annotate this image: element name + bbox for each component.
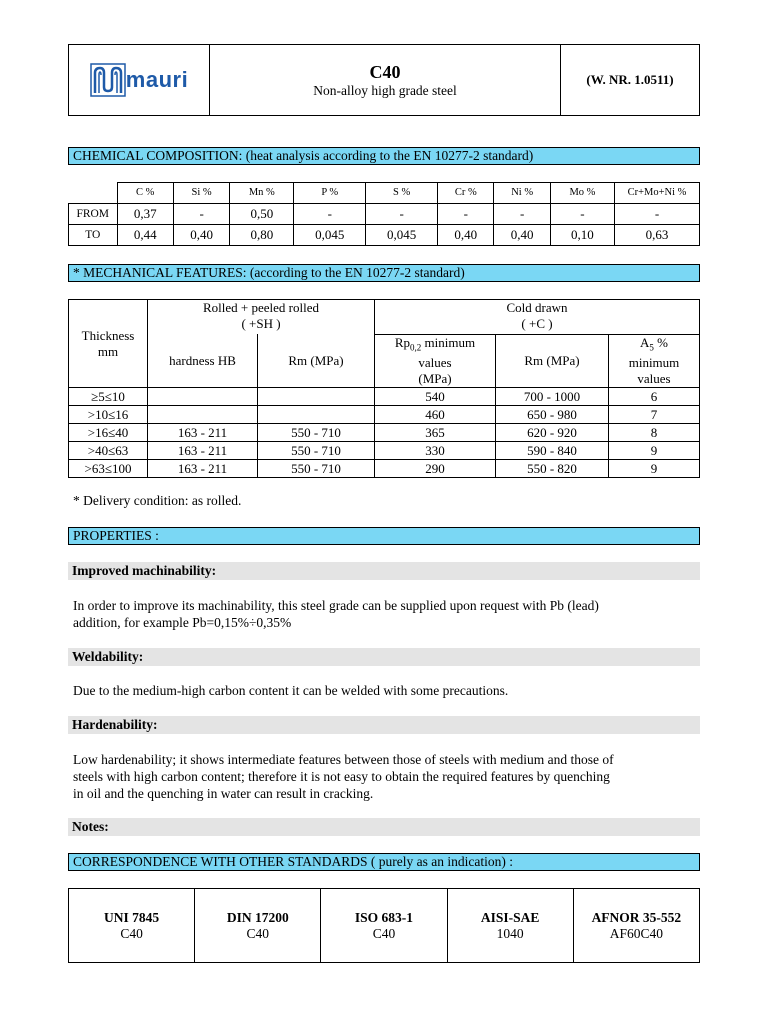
standard-cell bbox=[573, 889, 699, 963]
chem-cell: 0,80 bbox=[230, 224, 294, 245]
standard-name: UNI 7845 bbox=[104, 909, 160, 925]
chem-cell: 0,37 bbox=[117, 203, 173, 224]
rm-cold-cell: 620 - 920 bbox=[496, 424, 609, 442]
rp-cell: 460 bbox=[375, 406, 496, 424]
standard-cell bbox=[447, 889, 573, 963]
rp-cell: 365 bbox=[375, 424, 496, 442]
rp-cell: 540 bbox=[375, 388, 496, 406]
chem-col-header: Si % bbox=[173, 183, 229, 204]
chem-corner bbox=[69, 183, 118, 204]
standard-grade: C40 bbox=[120, 925, 143, 941]
hardenability-title: Hardenability: bbox=[68, 716, 700, 734]
table-row bbox=[69, 460, 700, 478]
machinability-line: addition, for example Pb=0,15%÷0,35% bbox=[73, 615, 292, 630]
rp-symbol: Rp bbox=[394, 334, 411, 350]
rp-header-line2: values bbox=[418, 355, 452, 371]
hb-cell: 163 - 211 bbox=[148, 460, 258, 478]
hardenability-line: in oil and the quenching in water can result in cracking. bbox=[73, 786, 374, 801]
logo-cell bbox=[69, 45, 210, 116]
standard-grade: AF60C40 bbox=[609, 925, 663, 941]
a5-cell: 8 bbox=[609, 424, 700, 442]
thickness-cell: >63≤100 bbox=[69, 460, 148, 478]
chem-row-label: FROM bbox=[69, 203, 118, 224]
rm-cold-header: Rm (MPa) bbox=[496, 334, 609, 388]
chem-cell: 0,44 bbox=[117, 224, 173, 245]
thickness-label: Thickness bbox=[81, 327, 135, 343]
machinability-line: In order to improve its machinability, this steel grade can be supplied upon request with Pb (lead) bbox=[73, 598, 599, 613]
rm-rolled-cell: 550 - 710 bbox=[258, 424, 375, 442]
machinability-title: Improved machinability: bbox=[68, 562, 700, 580]
standard-grade: 1040 bbox=[496, 925, 524, 941]
rp-cell: 290 bbox=[375, 460, 496, 478]
hardenability-line: steels with high carbon content; therefore it is not easy to obtain the required features by quenching bbox=[73, 769, 610, 784]
chem-cell: - bbox=[173, 203, 229, 224]
a5-header bbox=[609, 334, 700, 388]
mech-group-header-row bbox=[69, 300, 700, 335]
properties-heading: PROPERTIES : bbox=[68, 527, 700, 545]
rm-cold-cell: 590 - 840 bbox=[496, 442, 609, 460]
table-row bbox=[69, 442, 700, 460]
rp-subscript: 0,2 bbox=[410, 342, 422, 353]
thickness-unit: mm bbox=[97, 343, 119, 359]
standard-grade: C40 bbox=[372, 925, 396, 941]
rolled-group-line2: ( +SH ) bbox=[241, 316, 281, 331]
rm-cold-cell: 650 - 980 bbox=[496, 406, 609, 424]
chem-cell: 0,40 bbox=[494, 224, 550, 245]
wnr-cell bbox=[561, 45, 700, 116]
table-row bbox=[69, 424, 700, 442]
a-subscript: 5 bbox=[649, 342, 654, 353]
notes-title: Notes: bbox=[68, 818, 700, 836]
chem-cell: 0,40 bbox=[438, 224, 494, 245]
table-row bbox=[69, 406, 700, 424]
hardenability-text bbox=[73, 751, 703, 802]
standard-cell bbox=[69, 889, 195, 963]
rm-rolled-cell: 550 - 710 bbox=[258, 460, 375, 478]
page-subtitle: Non-alloy high grade steel bbox=[313, 82, 457, 98]
standard-cell bbox=[195, 889, 321, 963]
thickness-cell: ≥5≤10 bbox=[69, 388, 148, 406]
chem-col-header: C % bbox=[117, 183, 173, 204]
hb-cell: 163 - 211 bbox=[148, 442, 258, 460]
chem-cell: 0,50 bbox=[230, 203, 294, 224]
mauri-logo bbox=[69, 45, 209, 115]
chem-cell: - bbox=[494, 203, 550, 224]
rm-rolled-header: Rm (MPa) bbox=[258, 334, 375, 388]
standard-name: DIN 17200 bbox=[226, 909, 289, 925]
chem-cell: - bbox=[615, 203, 700, 224]
a5-cell: 6 bbox=[609, 388, 700, 406]
correspondence-table bbox=[68, 888, 700, 963]
hardness-header: hardness HB bbox=[148, 334, 258, 388]
rolled-group-line1: Rolled + peeled rolled bbox=[203, 300, 319, 315]
standard-grade: C40 bbox=[246, 925, 270, 941]
chem-cell: 0,045 bbox=[366, 224, 438, 245]
rolled-group-header bbox=[148, 300, 375, 335]
chem-col-header: Cr+Mo+Ni % bbox=[615, 183, 700, 204]
mechanical-features-table bbox=[68, 299, 700, 478]
hb-cell: 163 - 211 bbox=[148, 424, 258, 442]
rm-cold-cell: 550 - 820 bbox=[496, 460, 609, 478]
chem-row-label: TO bbox=[69, 224, 118, 245]
chem-col-header: Mn % bbox=[230, 183, 294, 204]
rm-rolled-cell: 550 - 710 bbox=[258, 442, 375, 460]
hardenability-line: Low hardenability; it shows intermediate features between those of steels with medium and those of bbox=[73, 752, 614, 767]
table-row bbox=[69, 388, 700, 406]
chem-col-header: P % bbox=[294, 183, 366, 204]
a5-cell: 9 bbox=[609, 442, 700, 460]
chem-cell: - bbox=[366, 203, 438, 224]
title-cell bbox=[210, 45, 561, 116]
standard-name: ISO 683-1 bbox=[354, 909, 414, 925]
chem-cell: - bbox=[294, 203, 366, 224]
rm-cold-cell: 700 - 1000 bbox=[496, 388, 609, 406]
correspondence-heading: CORRESPONDENCE WITH OTHER STANDARDS ( purely as an indication) : bbox=[68, 853, 700, 871]
rp-cell: 330 bbox=[375, 442, 496, 460]
a5-header-line2: minimum bbox=[628, 355, 680, 371]
page-title: C40 bbox=[369, 61, 401, 82]
standard-cell bbox=[321, 889, 447, 963]
cold-group-header bbox=[375, 300, 700, 335]
a5-cell: 9 bbox=[609, 460, 700, 478]
thickness-cell: >16≤40 bbox=[69, 424, 148, 442]
a-percent: % bbox=[653, 334, 668, 350]
thickness-header bbox=[69, 300, 148, 388]
chem-col-header: Ni % bbox=[494, 183, 550, 204]
mauri-logo-icon bbox=[90, 63, 126, 97]
a-symbol: A bbox=[640, 334, 650, 350]
a5-header-line1 bbox=[609, 335, 699, 356]
chem-col-header: S % bbox=[366, 183, 438, 204]
rp-header-line3: (MPa) bbox=[418, 371, 452, 387]
chem-header-row bbox=[69, 183, 700, 204]
chem-col-header: Mo % bbox=[550, 183, 614, 204]
chem-row-from bbox=[69, 203, 700, 224]
chem-col-header: Cr % bbox=[438, 183, 494, 204]
cold-group-line1: Cold drawn bbox=[506, 300, 568, 315]
chem-cell: 0,10 bbox=[550, 224, 614, 245]
chem-cell: 0,63 bbox=[615, 224, 700, 245]
rm-rolled-cell bbox=[258, 406, 375, 424]
material-number: (W. NR. 1.0511) bbox=[586, 72, 674, 87]
chem-row-to bbox=[69, 224, 700, 245]
standard-name: AISI-SAE bbox=[480, 909, 540, 925]
thickness-cell: >10≤16 bbox=[69, 406, 148, 424]
cold-group-line2: ( +C ) bbox=[521, 316, 553, 331]
a5-header-line3: values bbox=[637, 371, 671, 387]
logo-text: mauri bbox=[125, 67, 189, 92]
rp-header bbox=[375, 334, 496, 388]
chem-cell: 0,045 bbox=[294, 224, 366, 245]
machinability-text bbox=[73, 597, 703, 631]
chem-cell: - bbox=[438, 203, 494, 224]
weldability-text: Due to the medium-high carbon content it can be welded with some precautions. bbox=[73, 683, 509, 698]
mech-column-header-row bbox=[69, 334, 700, 388]
chem-cell: 0,40 bbox=[173, 224, 229, 245]
weldability-title: Weldability: bbox=[68, 648, 700, 666]
rp-min-label: minimum bbox=[421, 334, 476, 350]
document-header bbox=[68, 44, 700, 116]
correspondence-row bbox=[69, 889, 700, 963]
hb-cell bbox=[148, 406, 258, 424]
standard-name: AFNOR 35-552 bbox=[591, 909, 682, 925]
chemical-composition-table bbox=[68, 182, 700, 246]
rm-rolled-cell bbox=[258, 388, 375, 406]
chemical-composition-heading: CHEMICAL COMPOSITION: (heat analysis according to the EN 10277-2 standard) bbox=[68, 147, 700, 165]
a5-cell: 7 bbox=[609, 406, 700, 424]
hb-cell bbox=[148, 388, 258, 406]
mechanical-features-heading: * MECHANICAL FEATURES: (according to the EN 10277-2 standard) bbox=[68, 264, 700, 282]
chem-cell: - bbox=[550, 203, 614, 224]
delivery-condition-note: * Delivery condition: as rolled. bbox=[73, 493, 242, 508]
thickness-cell: >40≤63 bbox=[69, 442, 148, 460]
rp-header-line1 bbox=[375, 335, 495, 356]
